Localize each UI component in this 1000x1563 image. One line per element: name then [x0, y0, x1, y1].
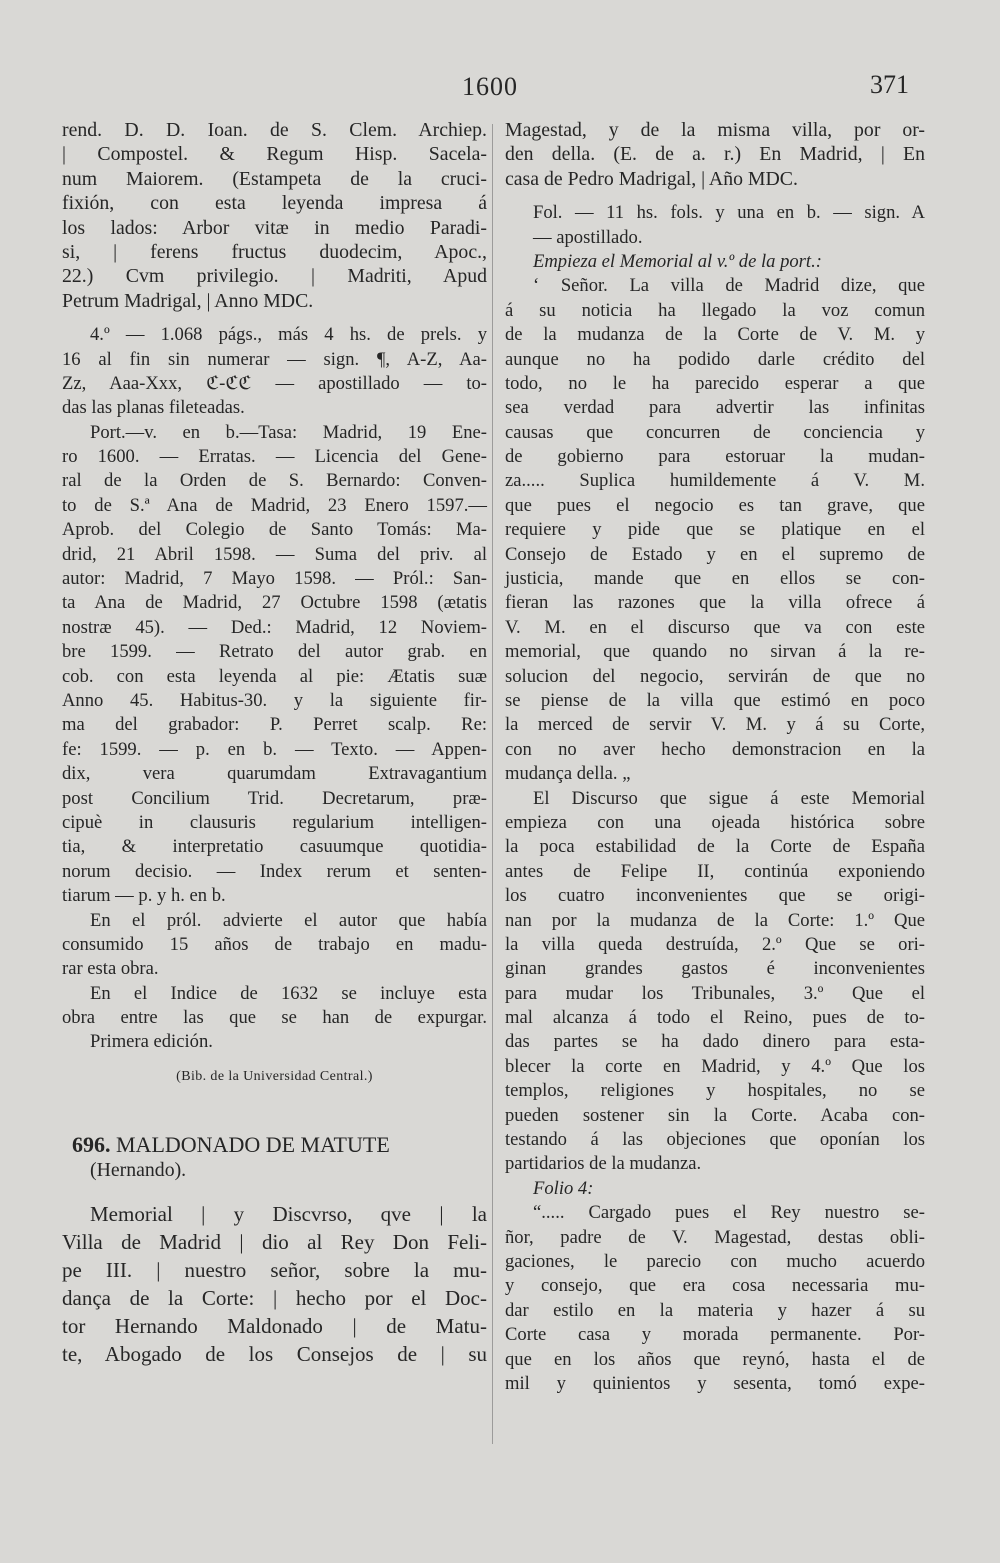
text-line: mil y quinientos y sesenta, tomó expe- [505, 1372, 925, 1394]
text-line: rar esta obra. [62, 958, 159, 980]
text-line: que en los años que reynó, hasta el de [505, 1348, 925, 1370]
text-line: ral de la Orden de S. Bernardo: Conven- [62, 470, 487, 492]
text-line: gaciones, le parecio con mucho acuerdo [505, 1250, 925, 1272]
text-line: todo, no le ha parecido esperar a que [505, 372, 925, 394]
text-line: y consejo, que era cosa necessaria mu- [505, 1275, 925, 1297]
text-line: que pues el negocio es tan grave, que [505, 494, 925, 516]
text-line: Villa de Madrid | dio al Rey Don Feli- [62, 1230, 487, 1255]
text-line: causas que concurren de conciencia y [505, 421, 925, 443]
bibliographic-description [62, 323, 487, 1055]
text-line: de gobierno para estoruar la mudan- [505, 446, 925, 468]
text-line: das partes se ha dado dinero para esta- [505, 1031, 925, 1053]
folio-quote [505, 1201, 925, 1396]
text-line: tiarum — p. y h. en b. [62, 885, 226, 907]
text-line: empieza con una ojeada histórica sobre [505, 811, 925, 833]
memorial-intro: Empieza el Memorial al v.º de la port.: [533, 250, 822, 272]
text-line: la villa queda destruída, 2.º Que se ori- [505, 933, 925, 955]
text-line: tor Hernando Maldonado | de Matu- [62, 1314, 487, 1339]
text-line: memorial, que quando no sirvan á la re- [505, 641, 925, 663]
text-line: El Discurso que sigue á este Memorial [533, 787, 925, 809]
text-line: se piense de la villa que estimó en poco [505, 689, 925, 711]
text-line: mal alcanza á todo el Reino, pues de to- [505, 1007, 925, 1029]
author-name: MALDONADO DE MATUTE [116, 1132, 390, 1158]
text-line: ma del grabador: P. Perret scalp. Re: [62, 714, 487, 736]
text-line: testando á las objeciones que oponían los [505, 1129, 925, 1151]
text-line: templos, religiones y hospitales, no se [505, 1080, 925, 1102]
text-line: cipuè in clausuris regularium intelligen- [62, 811, 487, 833]
text-line: En el Indice de 1632 se incluye esta [90, 982, 487, 1004]
entry-number: 696. [72, 1132, 111, 1158]
text-line: dix, vera quarumdam Extravagantium [62, 763, 487, 785]
text-line: requiere y pide que se platique en el [505, 519, 925, 541]
text-line: nan por la mudanza de la Corte: 1.º Que [505, 909, 925, 931]
text-line: solucion del negocio, servirán de que no [505, 665, 925, 687]
text-line: dança de la Corte: | hecho por el Doc- [62, 1286, 487, 1311]
text-line: te, Abogado de los Consejos de | su [62, 1342, 487, 1367]
text-line: za..... Suplica humildemente á V. M. [505, 470, 925, 492]
text-line: la merced de servir V. M. y á su Corte, [505, 714, 925, 736]
memorial-quote [505, 274, 925, 786]
text-line: En el pról. advierte el autor que había [90, 909, 487, 931]
text-line: Aprob. del Colegio de Santo Tomás: Ma- [62, 519, 487, 541]
right-column [505, 118, 925, 1396]
text-line: Memorial | y Discvrso, qve | la [90, 1202, 487, 1227]
text-line: dar estilo en la materia y hazer á su [505, 1299, 925, 1321]
text-line: Petrum Madrigal, | Anno MDC. [62, 289, 314, 312]
text-line: das las planas fileteadas. [62, 397, 245, 419]
text-line: bre 1599. — Retrato del autor grab. en [62, 641, 487, 663]
text-line: fixión, con esta leyenda impresa á [62, 192, 487, 215]
text-line: ro 1600. — Erratas. — Licencia del Gene- [62, 446, 487, 468]
text-line: Zz, Aaa-Xxx, ℭ-ℭℭ — apostillado — to- [62, 372, 487, 394]
text-line: ta Ana de Madrid, 27 Octubre 1598 (ætatis [62, 592, 487, 614]
text-line: fe: 1599. — p. en b. — Texto. — Appen- [62, 738, 487, 760]
text-line: mudança della. „ [505, 763, 631, 785]
text-line: Corte casa y morada permanente. Por- [505, 1324, 925, 1346]
text-line: “..... Cargado pues el Rey nuestro se- [533, 1202, 925, 1224]
text-line: blecer la corte en Madrid, y 4.º Que los [505, 1055, 925, 1077]
text-line: 22.) Cvm privilegio. | Madriti, Apud [62, 265, 487, 288]
text-line: ‘ Señor. La villa de Madrid dize, que [533, 275, 925, 297]
entry-heading [62, 1133, 487, 1157]
text-line: V. M. en el discurso que va con este [505, 616, 925, 638]
text-line: pe III. | nuestro señor, sobre la mu- [62, 1258, 487, 1283]
discurso-summary [505, 787, 925, 1177]
text-line: sea verdad para advertir las infinitas [505, 397, 925, 419]
text-line: ñor, padre de V. Magestad, destas obli- [505, 1226, 925, 1248]
left-column [62, 118, 487, 1368]
entry-title [62, 1200, 487, 1368]
text-line: casa de Pedro Madrigal, | Año MDC. [505, 167, 798, 190]
text-line: tia, & interpretatio casuumque quotidia- [62, 836, 487, 858]
text-line: los lados: Arbor vitæ in medio Paradi- [62, 216, 487, 239]
text-line: post Concilium Trid. Decretarum, præ- [62, 787, 487, 809]
text-line: ginan grandes gastos é inconvenientes [505, 958, 925, 980]
text-line: con no aver hecho demonstracion en la [505, 738, 925, 760]
text-line: Anno 45. Habitus-30. y la siguiente fir- [62, 689, 487, 711]
text-line: Fol. — 11 hs. fols. y una en b. — sign. A [533, 202, 925, 224]
text-line: fieran las razones que la villa ofrece á [505, 592, 925, 614]
text-line: á su noticia ha llegado la voz comun [505, 299, 925, 321]
text-line: | Compostel. & Regum Hisp. Sacela- [62, 143, 487, 166]
text-line: drid, 21 Abril 1598. — Suma del priv. al [62, 543, 487, 565]
text-line: to de S.ª Ana de Madrid, 23 Enero 1597.— [62, 494, 487, 516]
text-line: autor: Madrid, 7 Mayo 1598. — Pról.: San- [62, 568, 487, 590]
text-line: partidarios de la mudanza. [505, 1153, 702, 1175]
author-forename: (Hernando). [90, 1158, 187, 1181]
text-line: 4.º — 1.068 págs., más 4 hs. de prels. y [90, 324, 487, 346]
text-line: para mudar los Tribunales, 3.º Que el [505, 982, 925, 1004]
library-source: (Bib. de la Universidad Central.) [176, 1068, 373, 1084]
text-line: Magestad, y de la misma villa, por or- [505, 119, 925, 141]
page-number: 371 [870, 70, 909, 99]
text-line: la poca estabilidad de la Corte de España [505, 836, 925, 858]
text-line: antes de Felipe II, continúa exponiendo [505, 860, 925, 882]
text-line: norum decisio. — Index rerum et senten- [62, 860, 487, 882]
text-line: si, | ferens fructus duodecim, Apoc., [62, 240, 487, 263]
text-line: Primera edición. [90, 1031, 213, 1053]
text-line: — apostillado. [533, 226, 643, 248]
title-continuation [62, 118, 487, 313]
text-line: aunque no ha podido darle crédito del [505, 348, 925, 370]
text-line: Port.—v. en b.—Tasa: Madrid, 19 Ene- [90, 421, 487, 443]
text-line: num Maiorem. (Estampeta de la cruci- [62, 167, 487, 190]
text-line: pueden sostener sin la Corte. Acaba con- [505, 1104, 925, 1126]
text-line: Consejo de Estado y en el supremo de [505, 543, 925, 565]
text-line: consumido 15 años de trabajo en madu- [62, 933, 487, 955]
text-line: cob. con esta leyenda al pie: Ætatis suæ [62, 665, 487, 687]
folio-label: Folio 4: [533, 1177, 594, 1199]
text-line: rend. D. D. Ioan. de S. Clem. Archiep. [62, 119, 487, 141]
page-header-year: 1600 [462, 72, 518, 101]
text-line: den della. (E. de a. r.) En Madrid, | En [505, 143, 925, 166]
text-line: los cuatro inconvenientes que se origi- [505, 885, 925, 907]
text-line: 16 al fin sin numerar — sign. ¶, A-Z, Aa- [62, 348, 487, 370]
title-continuation [505, 118, 925, 191]
text-line: obra entre las que se han de expurgar. [62, 1007, 487, 1029]
text-line: de la mudanza de la Corte de V. M. y [505, 324, 925, 346]
text-line: justicia, mande que en ellos se con- [505, 568, 925, 590]
column-divider [492, 124, 493, 1444]
text-line: nostræ 45). — Ded.: Madrid, 12 Noviem- [62, 616, 487, 638]
